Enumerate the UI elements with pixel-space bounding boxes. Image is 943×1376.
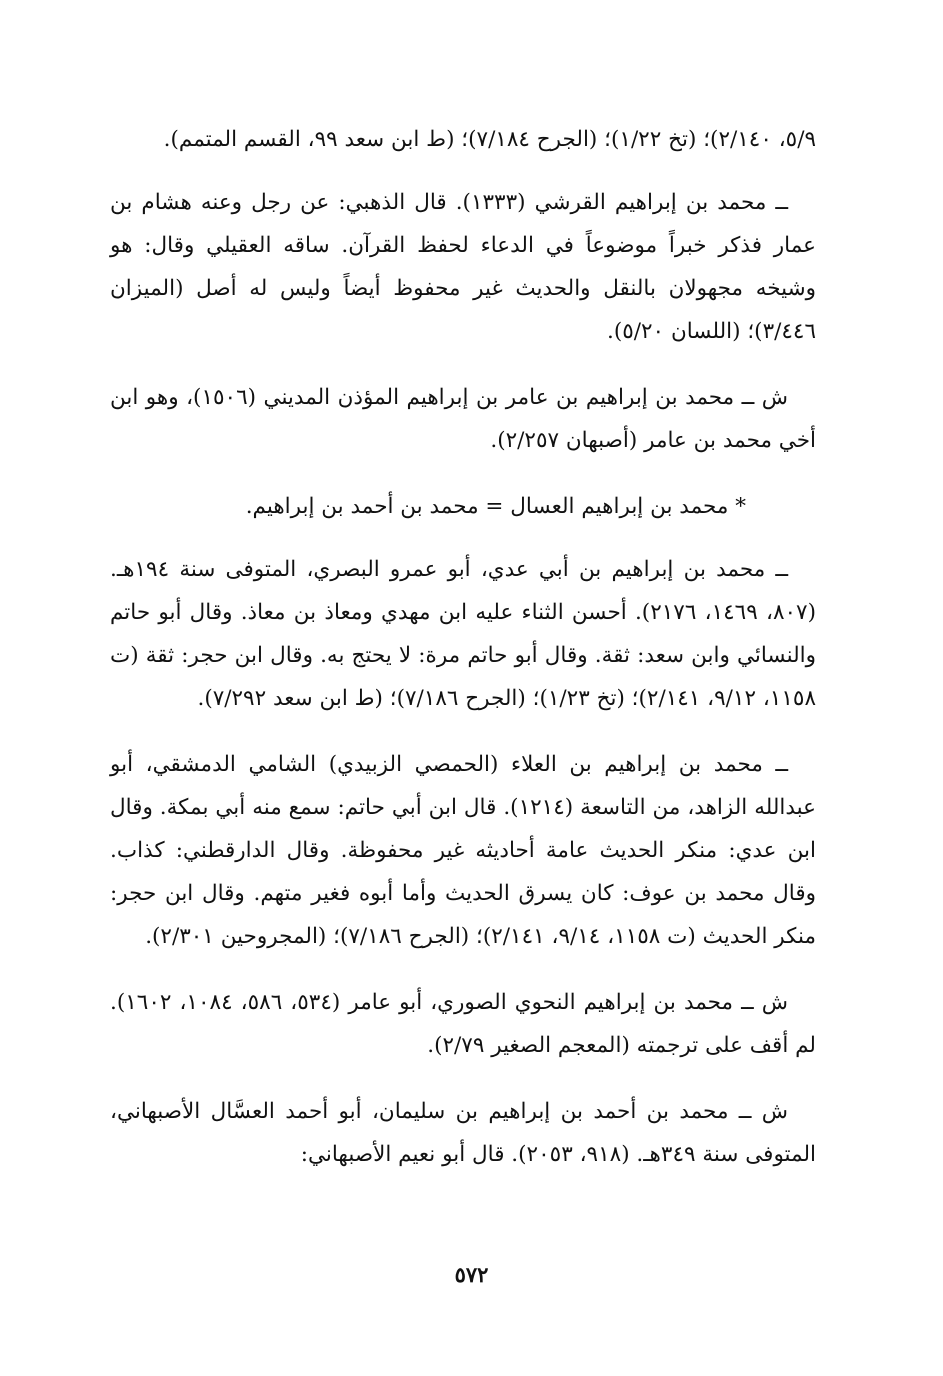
entry-muhammad-ibrahim-qurashi: ــ محمد بن إبراهيم القرشي (١٣٣٣). قال الذهبي: عن رجل وعنه هشام بن عمار فذكر خبراً موضوعاً في الدعاء لحفظ القرآن. ساقه العقيلي وقال: هو وشيخه مجهولان بالنقل والحديث غير محفوظ أيضاً وليس له أصل (الميزان ٣/٤٤٦)؛ (اللسان ٥/٢٠). — [110, 190, 816, 344]
entry-muhammad-ibrahim-alaa: ــ محمد بن إبراهيم بن العلاء (الحمصي الزبيدي) الشامي الدمشقي، أبو عبدالله الزاهد، من التاسعة (١٢١٤). قال ابن أبي حاتم: سمع منه أبي بمكة. وقال ابن عدي: منكر الحديث عامة أحاديثه غير محفوظة. وقال الدارقطني: كذاب. وقال محمد بن عوف: كان يسرق الحديث وأما أبوه فغير متهم. وقال ابن حجر: منكر الحديث (ت ١١٥٨، ٩/١٤، ٢/١٤١)؛ (الجرح ٧/١٨٦)؛ (المجروحين ٢/٣٠١). — [110, 752, 816, 949]
entry-muhammad-ibrahim-nahwi: ش ــ محمد بن إبراهيم النحوي الصوري، أبو عامر (٥٣٤، ٥٨٦، ١٠٨٤، ١٦٠٢). لم أقف على ترجمته (المعجم الصغير ٢/٧٩). — [110, 990, 816, 1058]
entry-muhammad-ibrahim-amir: ش ــ محمد بن إبراهيم بن عامر بن إبراهيم المؤذن المديني (١٥٠٦)، وهو ابن أخي محمد بن عامر (أصبهان ٢/٢٥٧). — [110, 385, 816, 453]
page-number: ٥٧٢ — [454, 1262, 489, 1287]
entry-muhammad-ibrahim-abi-adi: ــ محمد بن إبراهيم بن أبي عدي، أبو عمرو البصري، المتوفى سنة ١٩٤هـ. (٨٠٧، ١٤٦٩، ٢١٧٦). أحسن الثناء عليه ابن مهدي ومعاذ بن معاذ. وقال أبو حاتم والنسائي وابن سعد: ثقة. وقال أبو حاتم مرة: لا يحتج به. وقال ابن حجر: ثقة (ت ١١٥٨، ٩/١٢، ٢/١٤١)؛ (تخ ١/٢٣)؛ (الجرح ٧/١٨٦)؛ (ط ابن سعد ٧/٢٩٢). — [110, 557, 816, 711]
entry-muhammad-ibrahim-assal: * محمد بن إبراهيم العسال = محمد بن أحمد بن إبراهيم. — [245, 494, 746, 519]
entry-muhammad-ahmad-assal: ش ــ محمد بن أحمد بن إبراهيم بن سليمان، أبو أحمد العسَّال الأصبهاني، المتوفى سنة ٣٤٩هـ. (٩١٨، ٢٠٥٣). قال أبو نعيم الأصبهاني: — [110, 1099, 816, 1167]
entry-continuation: ٥/٩، ٢/١٤٠)؛ (تخ ١/٢٢)؛ (الجرح ٧/١٨٤)؛ (ط ابن سعد ٩٩، القسم المتمم). — [163, 127, 816, 152]
page-body — [110, 118, 816, 1199]
